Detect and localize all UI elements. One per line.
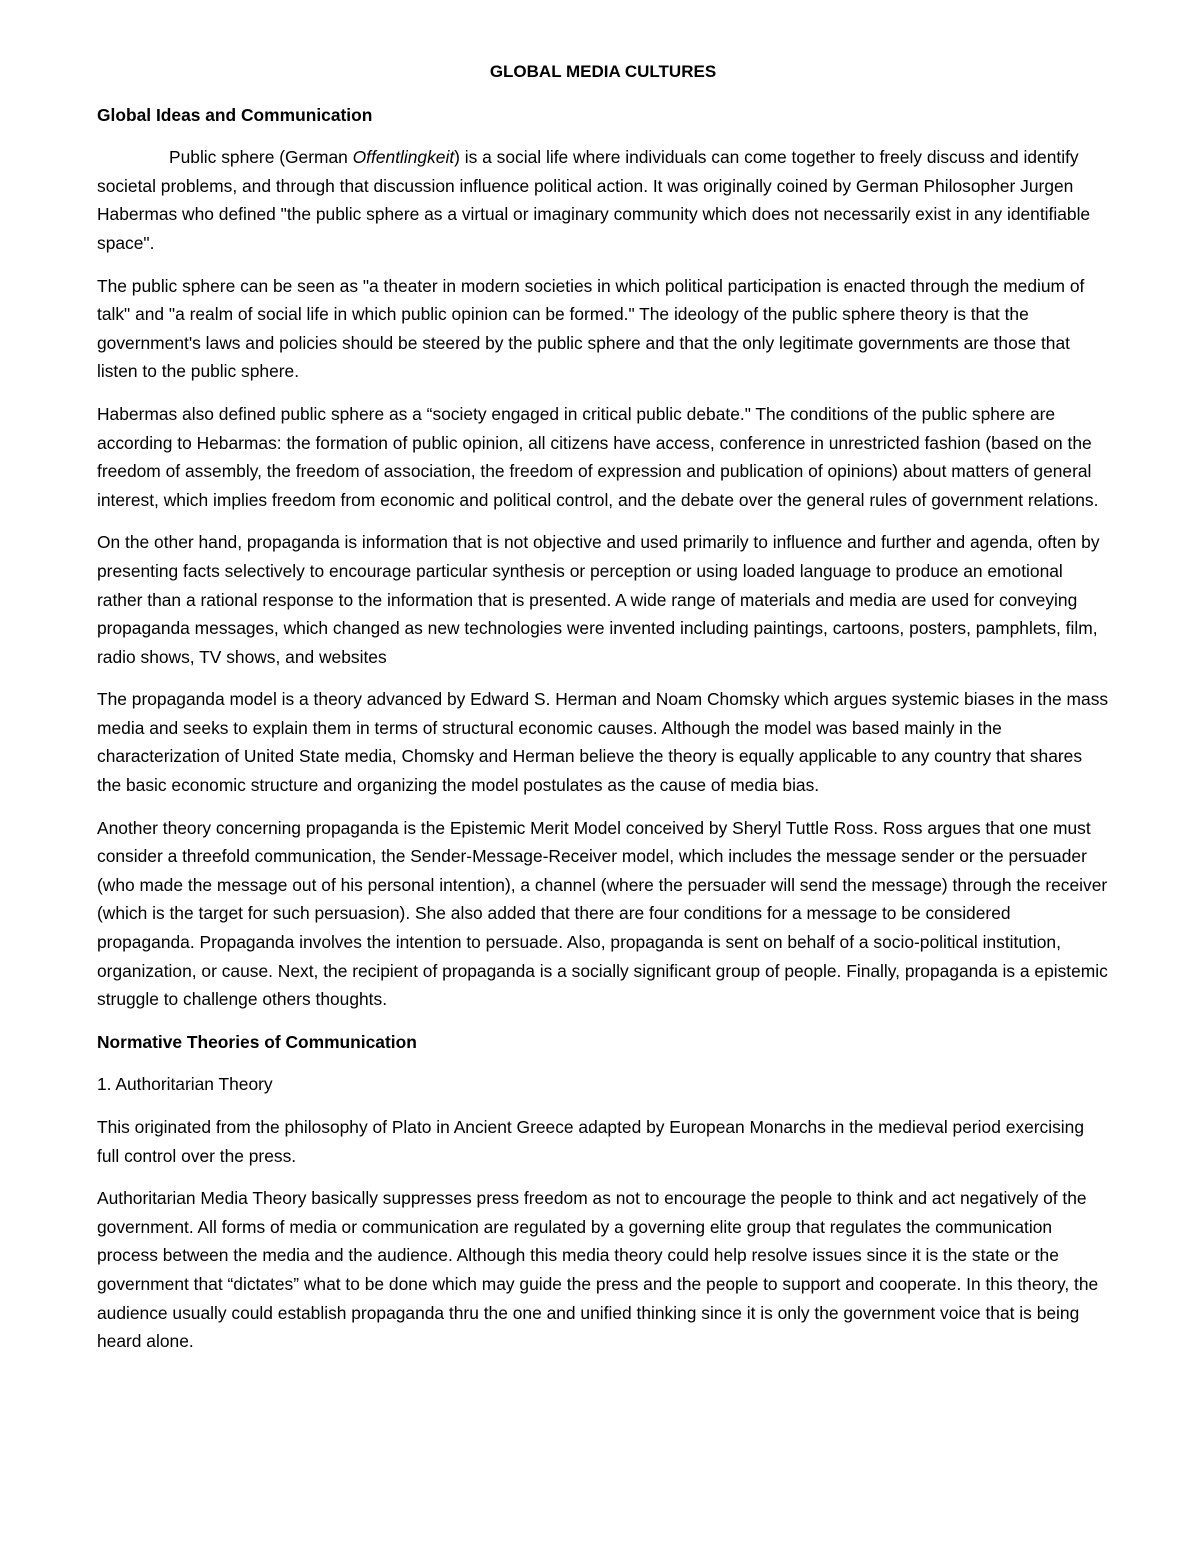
paragraph-authoritarian-media: Authoritarian Media Theory basically suppresses press freedom as not to encourage the people to think and act negatively of the government. All forms of media or communication are regulated by a governing elite group that regulates the communication process between the media and the audience. Although this media theory could help resolve issues since it is the state or the government that “dictates” what to be done which may guide the press and the people to support and cooperate. In this theory, the audience usually could establish propaganda thru the one and unified thinking since it is only the government voice that is being heard alone.: [97, 1188, 1099, 1352]
section-heading-normative-theories: Normative Theories of Communication: [97, 1031, 417, 1052]
paragraph-propaganda: On the other hand, propaganda is information that is not objective and used primarily to influence and further and agenda, often by presenting facts selectively to encourage particular synthesis or perception or using loaded language to produce an emotional rather than a rational response to the information that is presented. A wide range of materials and media are used for conveying propaganda messages, which changed as new technologies were invented including paintings, cartoons, posters, pamphlets, film, radio shows, TV shows, and websites: [97, 532, 1100, 667]
paragraph-theater: The public sphere can be seen as "a theater in modern societies in which political participation is enacted through the medium of talk" and "a realm of social life in which public opinion can be formed." The ideology of the public sphere theory is that the government's laws and policies should be steered by the public sphere and that the only legitimate governments are those that listen to the public sphere.: [97, 275, 1085, 382]
paragraph-text: ) is a social life where individuals can come together to freely discuss and identify societal problems, and through that discussion influence political action. It was originally coined by German Philosopher Jurgen Habermas who defined "the public sphere as a virtual or imaginary community which does not necessarily exist in any identifiable space".: [97, 147, 1091, 253]
document-page: [97, 58, 1109, 1370]
paragraph-public-sphere: [97, 143, 1109, 257]
paragraph-epistemic-merit: Another theory concerning propaganda is the Epistemic Merit Model conceived by Sheryl Tuttle Ross. Ross argues that one must consider a threefold communication, the Sender-Message-Receiver model, which includes the message sender or the persuader (who made the message out of his personal intention), a channel (where the persuader will send the message) through the receiver (which is the target for such persuasion). She also added that there are four conditions for a message to be considered propaganda. Propaganda involves the intention to persuade. Also, propaganda is sent on behalf of a socio-political institution, organization, or cause. Next, the recipient of propaganda is a socially significant group of people. Finally, propaganda is a epistemic struggle to challenge others thoughts.: [97, 817, 1108, 1010]
document-title: GLOBAL MEDIA CULTURES: [489, 62, 717, 81]
paragraph-habermas: Habermas also defined public sphere as a “society engaged in critical public debate." The conditions of the public sphere are according to Hebarmas: the formation of public opinion, all citizens have access, conference in unrestricted fashion (based on the freedom of assembly, the freedom of association, the freedom of expression and publication of opinions) about matters of general interest, which implies freedom from economic and political control, and the debate over the general rules of government relations.: [97, 403, 1099, 510]
paragraph-propaganda-model: The propaganda model is a theory advanced by Edward S. Herman and Noam Chomsky which argues systemic biases in the mass media and seeks to explain them in terms of structural economic causes. Although the model was based mainly in the characterization of United State media, Chomsky and Herman believe the theory is equally applicable to any country that shares the basic economic structure and organizing the model postulates as the cause of media bias.: [97, 689, 1109, 796]
italic-term: Offentlingkeit: [352, 147, 455, 168]
subheading-authoritarian: 1. Authoritarian Theory: [97, 1074, 273, 1095]
paragraph-text: Public sphere (German: [169, 147, 353, 168]
section-heading-global-ideas: Global Ideas and Communication: [97, 104, 373, 125]
paragraph-plato: This originated from the philosophy of Plato in Ancient Greece adapted by European Monarchs in the medieval period exercising full control over the press.: [97, 1117, 1085, 1166]
